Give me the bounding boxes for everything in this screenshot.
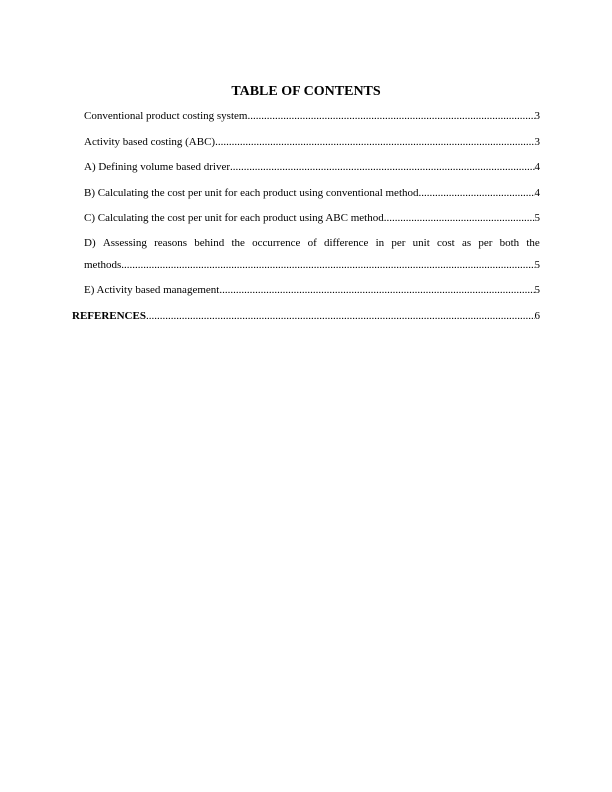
- toc-page-number: 5: [534, 259, 540, 271]
- toc-word: D): [84, 237, 96, 249]
- toc-entry-conventional-method[interactable]: [84, 187, 540, 200]
- toc-entry-label: C) Calculating the cost per unit for each product using ABC method: [84, 212, 384, 224]
- toc-entry-label: E) Activity based management: [84, 284, 220, 296]
- toc-word: difference: [323, 237, 369, 249]
- toc-dot-leader: [121, 259, 534, 272]
- toc-word: cost: [436, 237, 455, 249]
- toc-word: both: [499, 237, 520, 249]
- toc-entry-references[interactable]: [72, 310, 540, 323]
- toc-word: unit: [412, 237, 430, 249]
- toc-entry-abc-method[interactable]: [84, 212, 540, 225]
- toc-entry-activity-based-costing[interactable]: [84, 136, 540, 149]
- toc-entry-label: B) Calculating the cost per unit for each product using conventional method: [84, 187, 419, 199]
- toc-page-number: 4: [534, 187, 540, 199]
- toc-dot-leader: [230, 161, 534, 174]
- toc-entry-label: Conventional product costing system: [84, 110, 248, 122]
- toc-dot-leader: [146, 310, 535, 323]
- toc-entry-activity-based-management[interactable]: [84, 284, 540, 297]
- toc-page-number: 3: [534, 136, 540, 148]
- toc-entry-label: Activity based costing (ABC): [84, 136, 216, 148]
- toc-word: per: [391, 237, 406, 249]
- toc-word: occurrence: [252, 237, 301, 249]
- toc-word: per: [478, 237, 493, 249]
- toc-word: as: [461, 237, 472, 249]
- toc-dot-leader: [247, 110, 534, 123]
- toc-entry-volume-based-driver[interactable]: [84, 161, 540, 174]
- toc-word: reasons: [154, 237, 188, 249]
- toc-page-number: 5: [534, 212, 540, 224]
- toc-page-number: 6: [534, 310, 540, 322]
- toc-page-number: 5: [534, 284, 540, 296]
- toc-entry-label: methods: [84, 259, 122, 271]
- toc-word: behind: [194, 237, 225, 249]
- toc-entry-conventional-costing[interactable]: [84, 110, 540, 123]
- toc-page-number: 3: [534, 110, 540, 122]
- toc-word: the: [231, 237, 245, 249]
- toc-dot-leader: [384, 212, 535, 225]
- toc-entry-justified-line: [84, 237, 540, 250]
- toc-dot-leader: [219, 284, 534, 297]
- toc-word: in: [375, 237, 385, 249]
- toc-dot-leader: [215, 136, 534, 149]
- toc-entry-assessing-reasons[interactable]: [84, 237, 540, 272]
- toc-word: Assessing: [102, 237, 147, 249]
- toc-word: the: [526, 237, 540, 249]
- toc-title: TABLE OF CONTENTS: [231, 84, 381, 99]
- toc-entry-label: A) Defining volume based driver: [84, 161, 231, 173]
- toc-page-number: 4: [534, 161, 540, 173]
- toc-word: of: [307, 237, 317, 249]
- toc-dot-leader: [419, 187, 535, 200]
- toc-entry-label: REFERENCES: [72, 310, 146, 322]
